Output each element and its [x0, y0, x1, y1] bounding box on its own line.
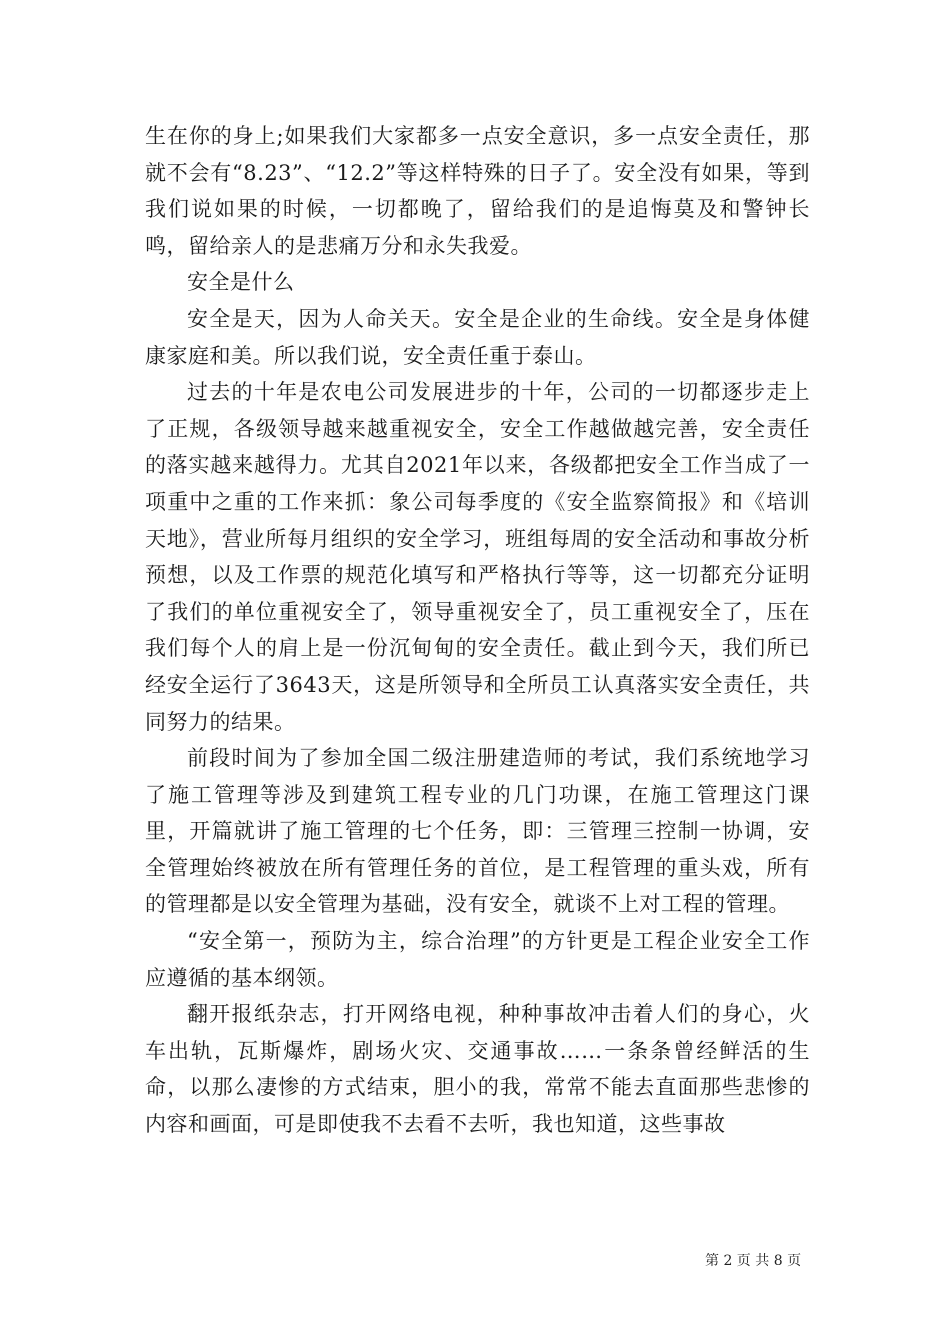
document-body	[145, 118, 810, 1143]
paragraph-continuation: 生在你的身上;如果我们大家都多一点安全意识，多一点安全责任，那就不会有“8.23”、“12.2”等这样特殊的日子了。安全没有如果，等到我们说如果的时候，一切都晚了，留给我们的是追悔莫及和警钟长鸣，留给亲人的是悲痛万分和永失我爱。	[145, 124, 810, 258]
paragraph: 安全是天，因为人命关天。安全是企业的生命线。安全是身体健康家庭和美。所以我们说，安全责任重于泰山。	[145, 306, 810, 368]
page-number: 第 2 页 共 8 页	[705, 1253, 802, 1269]
paragraph: 过去的十年是农电公司发展进步的十年，公司的一切都逐步走上了正规，各级领导越来越重视安全，安全工作越做越完善，安全责任的落实越来越得力。尤其自2021年以来，各级都把安全工作当成了一项重中之重的工作来抓：象公司每季度的《安全监察简报》和《培训天地》，营业所每月组织的安全学习，班组每周的安全活动和事故分析预想，以及工作票的规范化填写和严格执行等等，这一切都充分证明了我们的单位重视安全了，领导重视安全了，员工重视安全了，压在我们每个人的肩上是一份沉甸甸的安全责任。截止到今天，我们所已经安全运行了3643天，这是所领导和全所员工认真落实安全责任，共同努力的结果。	[145, 380, 810, 734]
paragraph: “安全第一，预防为主，综合治理”的方针更是工程企业安全工作应遵循的基本纲领。	[145, 929, 810, 990]
paragraph: 前段时间为了参加全国二级注册建造师的考试，我们系统地学习了施工管理等涉及到建筑工程专业的几门功课，在施工管理这门课里，开篇就讲了施工管理的七个任务，即：三管理三控制一协调，安全管理始终被放在所有管理任务的首位，是工程管理的重头戏，所有的管理都是以安全管理为基础，没有安全，就谈不上对工程的管理。	[145, 746, 810, 917]
section-heading: 安全是什么	[187, 270, 295, 295]
paragraph: 翻开报纸杂志，打开网络电视，种种事故冲击着人们的身心，火车出轨，瓦斯爆炸，剧场火灾、交通事故……一条条曾经鲜活的生命，以那么凄惨的方式结束，胆小的我，常常不能去直面那些悲惨的内容和画面，可是即使我不去看不去听，我也知道，这些事故	[145, 1002, 810, 1137]
